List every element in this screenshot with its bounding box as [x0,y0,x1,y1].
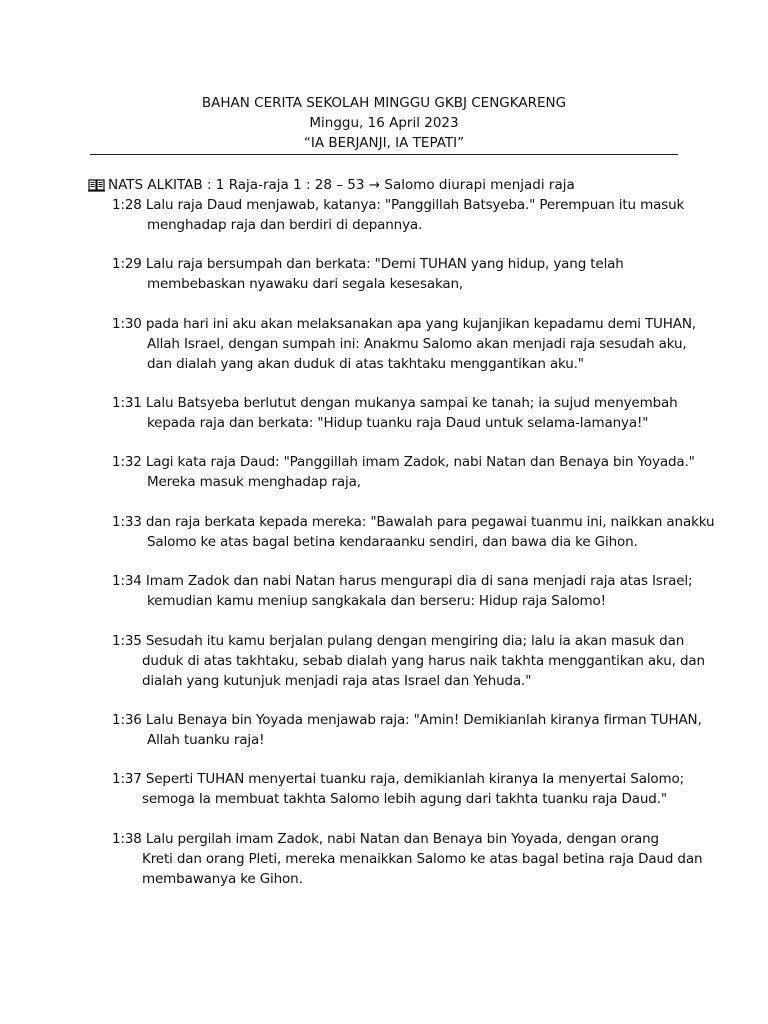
verse-line: 1:30 pada hari ini aku akan melaksanakan apa yang kujanjikan kepadamu demi TUHAN, [112,316,696,332]
verse-1-30 [112,314,712,374]
verse-line: 1:33 dan raja berkata kepada mereka: "Bawalah para pegawai tuanmu ini, naikkan anakku [112,514,715,530]
verse-1-28 [112,195,712,235]
verse-line: 1:37 Seperti TUHAN menyertai tuanku raja, demikianlah kiranya Ia menyertai Salomo; [112,771,685,787]
verse-line: Allah tuanku raja! [147,732,265,748]
header-date: Minggu, 16 April 2023 [309,115,459,131]
verse-line: dialah yang kutunjuk menjadi raja atas Israel dan Yehuda." [142,673,532,689]
verse-line: kepada raja dan berkata: "Hidup tuanku raja Daud untuk selama-lamanya!" [147,415,649,431]
verse-line: 1:28 Lalu raja Daud menjawab, katanya: "Panggillah Batsyeba." Perempuan itu masuk [112,197,685,213]
open-book-icon [88,178,105,198]
header-title: BAHAN CERITA SEKOLAH MINGGU GKBJ CENGKARENG [201,95,567,111]
verse-line: 1:32 Lagi kata raja Daud: "Panggillah imam Zadok, nabi Natan dan Benaya bin Yoyada." [112,454,695,470]
verse-line: 1:38 Lalu pergilah imam Zadok, nabi Natan dan Benaya bin Yoyada, dengan orang [112,831,659,847]
verse-1-32 [112,452,712,492]
verse-1-33 [112,512,715,552]
verse-1-29 [112,254,712,294]
verse-line: duduk di atas takhtaku, sebab dialah yang harus naik takhta menggantikan aku, dan [142,653,705,669]
document-header [90,93,678,153]
verse-line: Mereka masuk menghadap raja, [147,474,361,490]
verse-line: 1:35 Sesudah itu kamu berjalan pulang dengan mengiring dia; lalu ia akan masuk dan [112,633,685,649]
verse-line: 1:34 Imam Zadok dan nabi Natan harus mengurapi dia di sana menjadi raja atas Israel; [112,573,693,589]
verse-line: dan dialah yang akan duduk di atas takhtaku menggantikan aku." [147,356,584,372]
verse-line: 1:29 Lalu raja bersumpah dan berkata: "Demi TUHAN yang hidup, yang telah [112,256,624,272]
verse-1-35 [112,631,712,691]
verse-line: semoga Ia membuat takhta Salomo lebih agung dari takhta tuanku raja Daud." [142,791,667,807]
verse-line: Kreti dan orang Pleti, mereka menaikkan Salomo ke atas bagal betina raja Daud dan [142,851,703,867]
verse-line: Salomo ke atas bagal betina kendaraanku sendiri, dan bawa dia ke Gihon. [147,534,638,550]
header-theme: “IA BERJANJI, IA TEPATI” [303,135,465,151]
verse-line: membawanya ke Gihon. [142,871,303,887]
verse-line: menghadap raja dan berdiri di depannya. [147,217,423,233]
verse-1-31 [112,393,712,433]
header-divider [90,154,678,155]
verse-1-37 [112,769,712,809]
verse-1-36 [112,710,712,750]
verse-1-38 [112,829,712,889]
verse-line: membebaskan nyawaku dari segala kesesakan, [147,276,464,292]
verse-line: kemudian kamu meniup sangkakala dan berseru: Hidup raja Salomo! [147,593,606,609]
verse-line: 1:36 Lalu Benaya bin Yoyada menjawab raja: "Amin! Demikianlah kiranya firman TUHAN, [112,712,702,728]
verse-1-34 [112,571,712,611]
nats-text: NATS ALKITAB : 1 Raja-raja 1 : 28 – 53 → Salomo diurapi menjadi raja [108,177,575,193]
verse-line: Allah Israel, dengan sumpah ini: Anakmu Salomo akan menjadi raja sesudah aku, [147,336,687,352]
verse-line: 1:31 Lalu Batsyeba berlutut dengan mukanya sampai ke tanah; ia sujud menyembah [112,395,678,411]
